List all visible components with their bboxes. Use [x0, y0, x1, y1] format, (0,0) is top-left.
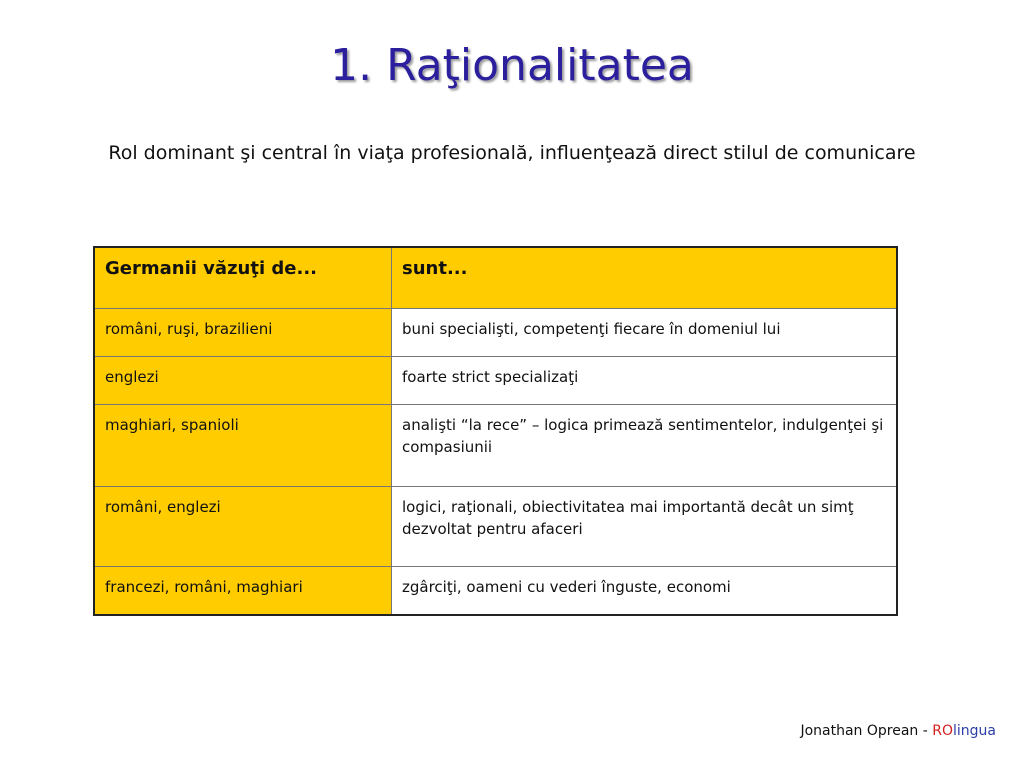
header-cell-are: sunt... — [392, 247, 898, 309]
cell-seen-by: englezi — [94, 357, 392, 405]
footer-brand-ro: RO — [932, 723, 953, 739]
cell-seen-by: francezi, români, maghiari — [94, 567, 392, 615]
slide-title: 1. Raţionalitatea — [330, 40, 694, 91]
cell-seen-by: români, ruşi, brazilieni — [94, 309, 392, 357]
footer-brand-lingua: lingua — [953, 723, 996, 739]
cell-seen-by: maghiari, spanioli — [94, 405, 392, 487]
cell-description: zgârciţi, oameni cu vederi înguste, economi — [392, 567, 898, 615]
table-row — [94, 309, 897, 357]
cell-description: foarte strict specializaţi — [392, 357, 898, 405]
cell-description: buni specialişti, competenţi fiecare în domeniul lui — [392, 309, 898, 357]
cell-seen-by: români, englezi — [94, 487, 392, 567]
cell-description: analişti “la rece” – logica primează sentimentelor, indulgenţei şi compasiunii — [392, 405, 898, 487]
table-row — [94, 487, 897, 567]
cell-description: logici, raţionali, obiectivitatea mai importantă decât un simţ dezvoltat pentru afaceri — [392, 487, 898, 567]
table-row — [94, 405, 897, 487]
table-header-row — [94, 247, 897, 309]
footer-author: Jonathan Oprean - — [800, 723, 933, 739]
comparison-table — [93, 246, 898, 616]
header-cell-germans-seen-by: Germanii văzuţi de... — [94, 247, 392, 309]
table-row — [94, 567, 897, 615]
table-row — [94, 357, 897, 405]
slide-subtitle: Rol dominant şi central în viaţa profesională, influenţează direct stilul de comunicare — [108, 142, 916, 164]
footer-credit — [800, 723, 996, 739]
